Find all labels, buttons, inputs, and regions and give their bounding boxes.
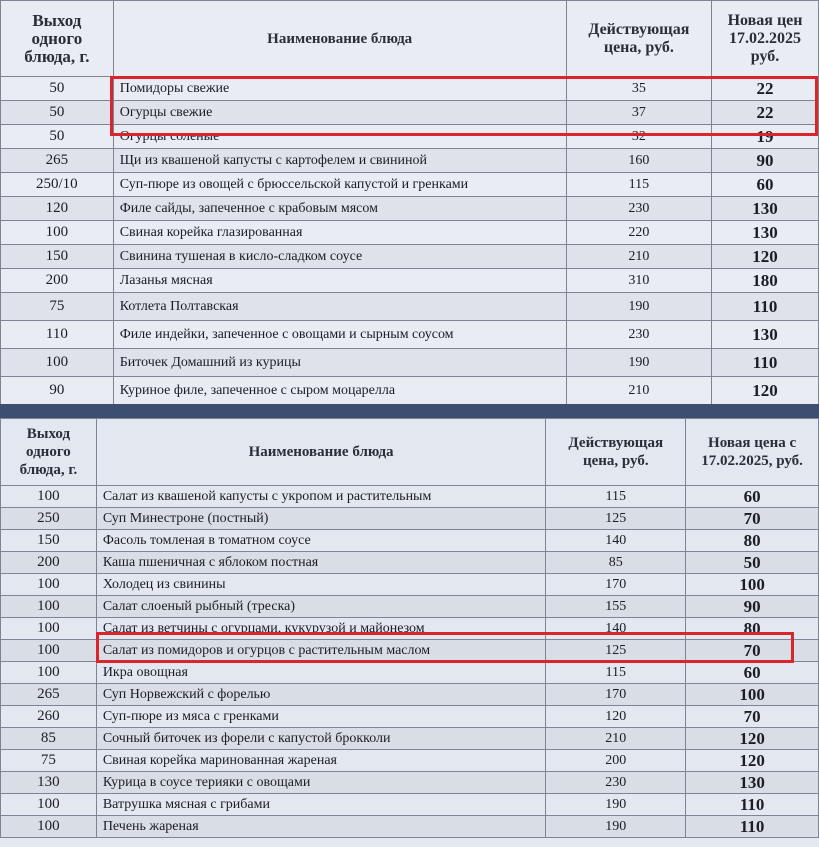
current-price-cell: 190 (546, 794, 686, 816)
current-price-cell: 155 (546, 596, 686, 618)
new-price-cell: 100 (686, 684, 819, 706)
dish-name-cell: Салат из помидоров и огурцов с растительным маслом (96, 640, 546, 662)
output-cell: 150 (1, 245, 114, 269)
dish-name-cell: Огурцы соленые (113, 125, 566, 149)
current-price-cell: 210 (566, 377, 711, 405)
output-cell: 100 (1, 640, 97, 662)
dish-name-cell: Суп-пюре из мяса с гренками (96, 706, 546, 728)
table-row (1, 794, 819, 816)
menu-sheet-top (0, 0, 819, 404)
dish-name-cell: Свинина тушеная в кисло-сладком соусе (113, 245, 566, 269)
new-price-cell: 22 (712, 77, 819, 101)
current-price-cell: 210 (546, 728, 686, 750)
output-cell: 120 (1, 197, 114, 221)
new-price-cell: 110 (712, 349, 819, 377)
dish-name-cell: Филе сайды, запеченное с крабовым мясом (113, 197, 566, 221)
table-row (1, 596, 819, 618)
current-price-cell: 230 (566, 197, 711, 221)
table-row (1, 750, 819, 772)
new-price-cell: 110 (712, 293, 819, 321)
current-price-cell: 140 (546, 530, 686, 552)
header-new-price: Новая цена с 17.02.2025, руб. (686, 419, 819, 486)
current-price-cell: 85 (546, 552, 686, 574)
dish-name-cell: Суп-пюре из овощей с брюссельской капустой и гренками (113, 173, 566, 197)
header-current-price: Действующая цена, руб. (546, 419, 686, 486)
output-cell: 100 (1, 486, 97, 508)
output-cell: 100 (1, 816, 97, 838)
table-row (1, 101, 819, 125)
output-cell: 100 (1, 618, 97, 640)
output-cell: 50 (1, 125, 114, 149)
dish-name-cell: Сочный биточек из форели с капустой брокколи (96, 728, 546, 750)
table-row (1, 574, 819, 596)
new-price-cell: 70 (686, 706, 819, 728)
table-row (1, 772, 819, 794)
table-row (1, 377, 819, 405)
table-row (1, 706, 819, 728)
table-row (1, 173, 819, 197)
current-price-cell: 115 (546, 486, 686, 508)
table-row (1, 349, 819, 377)
output-cell: 85 (1, 728, 97, 750)
current-price-cell: 125 (546, 508, 686, 530)
output-cell: 50 (1, 77, 114, 101)
dish-name-cell: Щи из квашеной капусты с картофелем и свининой (113, 149, 566, 173)
header-dish-name: Наименование блюда (96, 419, 546, 486)
output-cell: 100 (1, 574, 97, 596)
current-price-cell: 140 (546, 618, 686, 640)
table-row (1, 640, 819, 662)
table-row (1, 662, 819, 684)
header-dish-name: Наименование блюда (113, 1, 566, 77)
new-price-cell: 120 (686, 750, 819, 772)
dish-name-cell: Филе индейки, запеченное с овощами и сырным соусом (113, 321, 566, 349)
new-price-cell: 120 (712, 377, 819, 405)
new-price-cell: 130 (712, 321, 819, 349)
current-price-cell: 37 (566, 101, 711, 125)
output-cell: 130 (1, 772, 97, 794)
table-row (1, 321, 819, 349)
current-price-cell: 200 (546, 750, 686, 772)
current-price-cell: 125 (546, 640, 686, 662)
table-row (1, 816, 819, 838)
header-output: Выход одного блюда, г. (1, 419, 97, 486)
current-price-cell: 32 (566, 125, 711, 149)
output-cell: 75 (1, 750, 97, 772)
current-price-cell: 230 (546, 772, 686, 794)
output-cell: 150 (1, 530, 97, 552)
table-row (1, 684, 819, 706)
new-price-cell: 60 (686, 486, 819, 508)
table-header-row (1, 419, 819, 486)
current-price-cell: 120 (546, 706, 686, 728)
output-cell: 100 (1, 349, 114, 377)
new-price-cell: 120 (686, 728, 819, 750)
new-price-cell: 110 (686, 794, 819, 816)
output-cell: 265 (1, 149, 114, 173)
dish-name-cell: Салат слоеный рыбный (треска) (96, 596, 546, 618)
new-price-cell: 80 (686, 530, 819, 552)
current-price-cell: 190 (546, 816, 686, 838)
menu-sheet-bottom (0, 418, 819, 847)
dish-name-cell: Печень жареная (96, 816, 546, 838)
dish-name-cell: Помидоры свежие (113, 77, 566, 101)
new-price-cell: 90 (712, 149, 819, 173)
current-price-cell: 160 (566, 149, 711, 173)
dish-name-cell: Ватрушка мясная с грибами (96, 794, 546, 816)
price-table-2 (0, 418, 819, 838)
output-cell: 200 (1, 552, 97, 574)
current-price-cell: 230 (566, 321, 711, 349)
table-row (1, 293, 819, 321)
table-row (1, 269, 819, 293)
current-price-cell: 35 (566, 77, 711, 101)
dish-name-cell: Каша пшеничная с яблоком постная (96, 552, 546, 574)
table-row (1, 530, 819, 552)
table-row (1, 618, 819, 640)
output-cell: 200 (1, 269, 114, 293)
header-current-price: Действующая цена, руб. (566, 1, 711, 77)
output-cell: 100 (1, 596, 97, 618)
new-price-cell: 130 (686, 772, 819, 794)
new-price-cell: 90 (686, 596, 819, 618)
new-price-cell: 70 (686, 640, 819, 662)
current-price-cell: 310 (566, 269, 711, 293)
dish-name-cell: Котлета Полтавская (113, 293, 566, 321)
output-cell: 90 (1, 377, 114, 405)
header-output: Выход одного блюда, г. (1, 1, 114, 77)
dish-name-cell: Холодец из свинины (96, 574, 546, 596)
current-price-cell: 190 (566, 293, 711, 321)
current-price-cell: 220 (566, 221, 711, 245)
dish-name-cell: Куриное филе, запеченное с сыром моцарелла (113, 377, 566, 405)
new-price-cell: 180 (712, 269, 819, 293)
new-price-cell: 100 (686, 574, 819, 596)
new-price-cell: 50 (686, 552, 819, 574)
output-cell: 100 (1, 794, 97, 816)
dish-name-cell: Суп Норвежский с форелью (96, 684, 546, 706)
new-price-cell: 80 (686, 618, 819, 640)
table-body (1, 77, 819, 405)
output-cell: 110 (1, 321, 114, 349)
new-price-cell: 120 (712, 245, 819, 269)
dish-name-cell: Курица в соусе терияки с овощами (96, 772, 546, 794)
dish-name-cell: Фасоль томленая в томатном соусе (96, 530, 546, 552)
current-price-cell: 170 (546, 574, 686, 596)
table-row (1, 728, 819, 750)
current-price-cell: 210 (566, 245, 711, 269)
new-price-cell: 22 (712, 101, 819, 125)
new-price-cell: 130 (712, 221, 819, 245)
output-cell: 100 (1, 662, 97, 684)
table-row (1, 245, 819, 269)
output-cell: 50 (1, 101, 114, 125)
table-row (1, 486, 819, 508)
new-price-cell: 70 (686, 508, 819, 530)
dish-name-cell: Лазанья мясная (113, 269, 566, 293)
table-row (1, 149, 819, 173)
dish-name-cell: Свиная корейка глазированная (113, 221, 566, 245)
dish-name-cell: Салат из квашеной капусты с укропом и растительным (96, 486, 546, 508)
header-new-price: Новая цен 17.02.2025 руб. (712, 1, 819, 77)
output-cell: 75 (1, 293, 114, 321)
dish-name-cell: Свиная корейка маринованная жареная (96, 750, 546, 772)
table-row (1, 508, 819, 530)
current-price-cell: 170 (546, 684, 686, 706)
new-price-cell: 130 (712, 197, 819, 221)
new-price-cell: 60 (686, 662, 819, 684)
table-row (1, 221, 819, 245)
table-row (1, 77, 819, 101)
dish-name-cell: Огурцы свежие (113, 101, 566, 125)
table-row (1, 552, 819, 574)
price-table-1 (0, 0, 819, 404)
output-cell: 265 (1, 684, 97, 706)
output-cell: 260 (1, 706, 97, 728)
table-body (1, 486, 819, 838)
output-cell: 250/10 (1, 173, 114, 197)
table-row (1, 197, 819, 221)
new-price-cell: 60 (712, 173, 819, 197)
dish-name-cell: Суп Минестроне (постный) (96, 508, 546, 530)
current-price-cell: 115 (566, 173, 711, 197)
current-price-cell: 190 (566, 349, 711, 377)
table-row (1, 125, 819, 149)
new-price-cell: 19 (712, 125, 819, 149)
current-price-cell: 115 (546, 662, 686, 684)
output-cell: 250 (1, 508, 97, 530)
new-price-cell: 110 (686, 816, 819, 838)
dish-name-cell: Икра овощная (96, 662, 546, 684)
output-cell: 100 (1, 221, 114, 245)
dish-name-cell: Салат из ветчины с огурцами, кукурузой и майонезом (96, 618, 546, 640)
table-header-row (1, 1, 819, 77)
dish-name-cell: Биточек Домашний из курицы (113, 349, 566, 377)
